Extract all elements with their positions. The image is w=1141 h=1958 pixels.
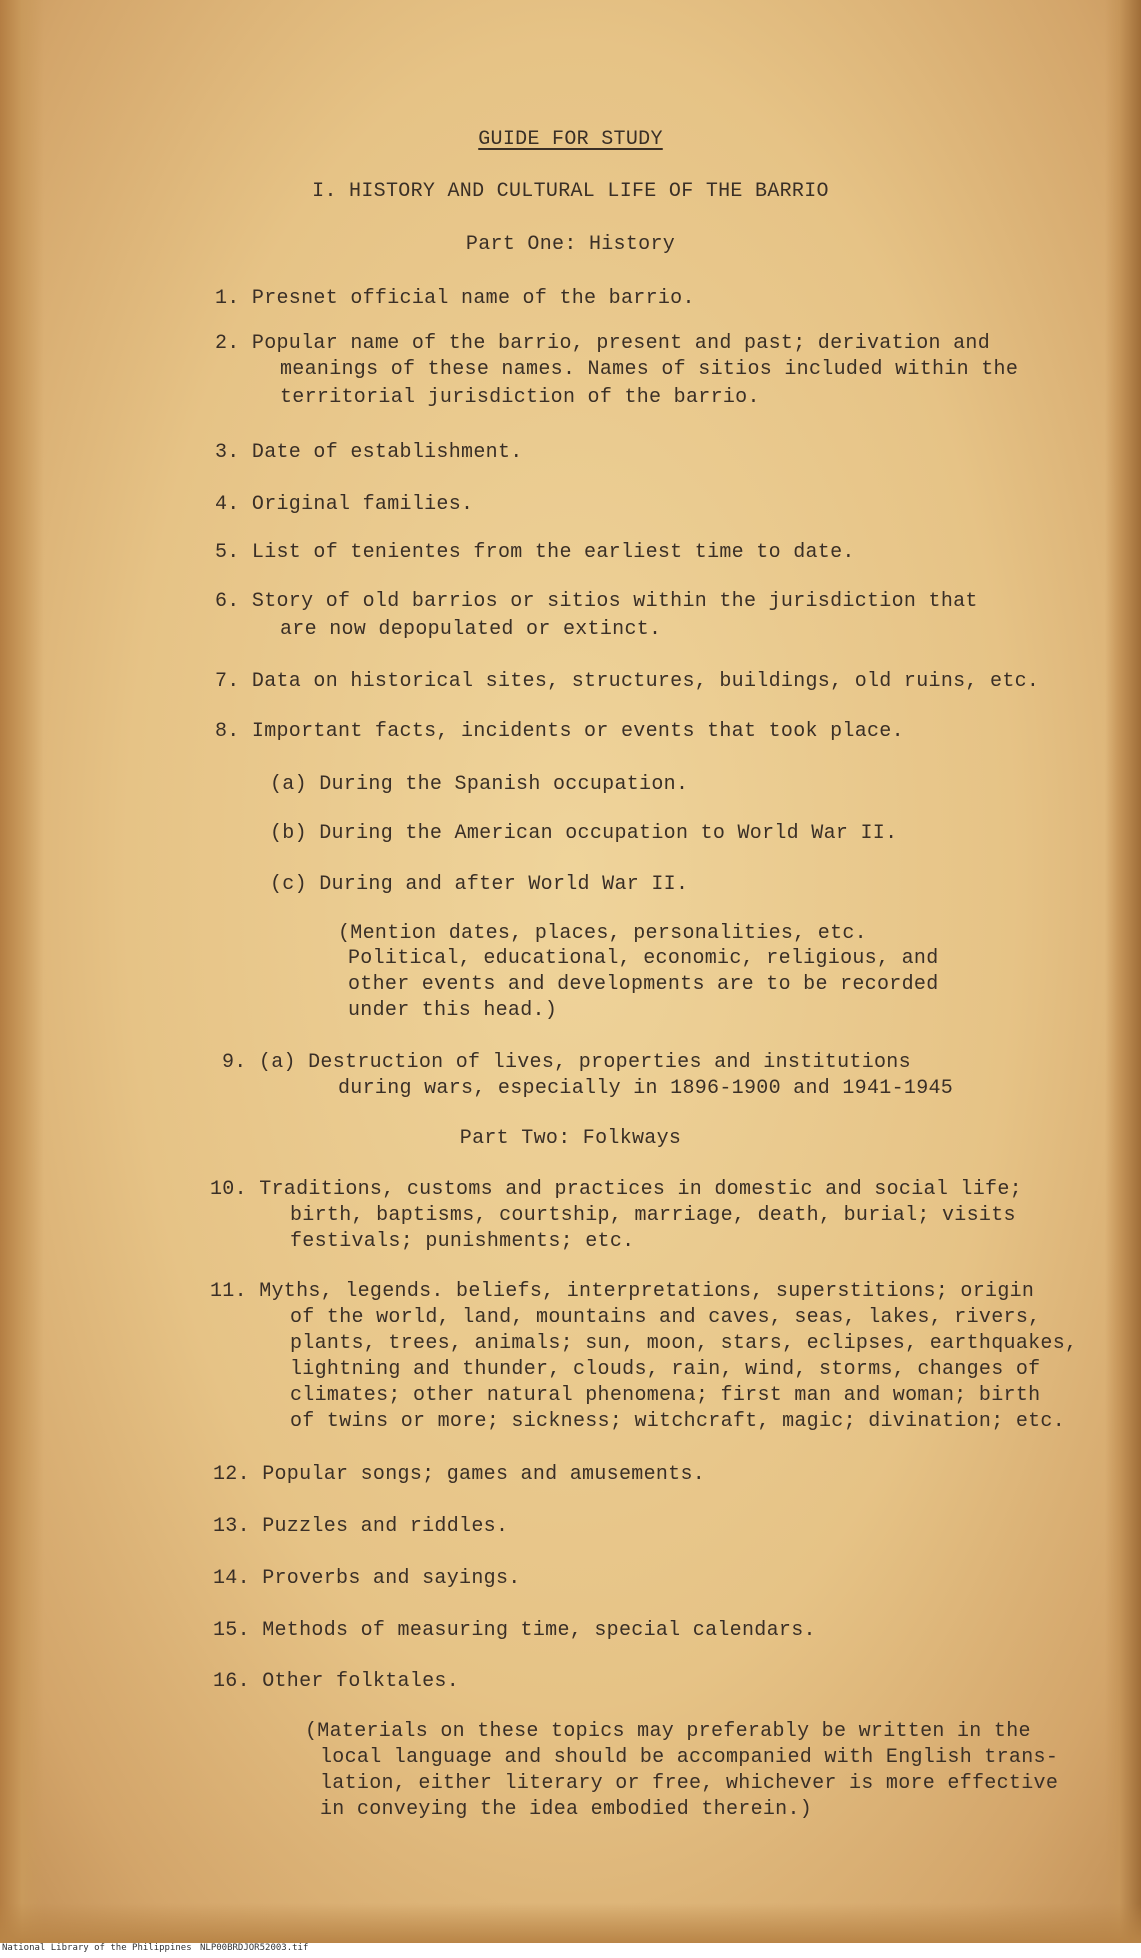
section-heading: I. HISTORY AND CULTURAL LIFE OF THE BARRIO — [312, 180, 829, 203]
part-one-heading: Part One: History — [465, 233, 676, 256]
list-item-16: 16. Other folktales. — [213, 1670, 460, 1693]
part-two-heading: Part Two: Folkways — [459, 1127, 682, 1150]
list-item-9-line-2: during wars, especially in 1896-1900 and 1941-1945 — [338, 1077, 954, 1100]
list-item-8a: (a) During the Spanish occupation. — [270, 773, 689, 796]
list-item-8c: (c) During and after World War II. — [270, 873, 689, 896]
list-item-2-line-1: 2. Popular name of the barrio, present and past; derivation and — [215, 332, 991, 355]
list-item-12: 12. Popular songs; games and amusements. — [213, 1463, 706, 1486]
note-8-line-1: (Mention dates, places, personalities, etc. — [338, 922, 867, 945]
note-16-line-2: local language and should be accompanied with English trans- — [320, 1746, 1059, 1769]
list-item-10-line-2: birth, baptisms, courtship, marriage, death, burial; visits — [290, 1204, 1016, 1227]
footer-file: NLP00BRDJOR52003.tif — [200, 1943, 309, 1953]
note-8-line-2: Political, educational, economic, religious, and — [348, 947, 939, 970]
list-item-6-line-2: are now depopulated or extinct. — [280, 618, 662, 641]
note-16-line-1: (Materials on these topics may preferably be written in the — [305, 1720, 1031, 1743]
list-item-11-line-2: of the world, land, mountains and caves, seas, lakes, rivers, — [290, 1306, 1041, 1329]
list-item-2-line-3: territorial jurisdiction of the barrio. — [280, 386, 760, 409]
list-item-10-line-1: 10. Traditions, customs and practices in domestic and social life; — [210, 1178, 1022, 1201]
list-item-10-line-3: festivals; punishments; etc. — [290, 1230, 635, 1253]
list-item-14: 14. Proverbs and sayings. — [213, 1567, 521, 1590]
list-item-11-line-3: plants, trees, animals; sun, moon, stars, eclipses, earthquakes, — [290, 1332, 1078, 1355]
list-item-11-line-1: 11. Myths, legends. beliefs, interpretations, superstitions; origin — [210, 1280, 1035, 1303]
note-16-line-4: in conveying the idea embodied therein.) — [320, 1798, 813, 1821]
note-8-line-3: other events and developments are to be recorded — [348, 973, 939, 996]
footer-source: National Library of the Philippines — [2, 1943, 192, 1953]
list-item-6-line-1: 6. Story of old barrios or sitios within the jurisdiction that — [215, 590, 978, 613]
list-item-11-line-6: of twins or more; sickness; witchcraft, magic; divination; etc. — [290, 1410, 1066, 1433]
list-item-7: 7. Data on historical sites, structures, buildings, old ruins, etc. — [215, 670, 1040, 693]
note-8-line-4: under this head.) — [348, 999, 558, 1022]
footer-bar — [0, 1943, 1141, 1958]
document-title: GUIDE FOR STUDY — [478, 128, 663, 151]
note-16-line-3: lation, either literary or free, whichever is more effective — [320, 1772, 1059, 1795]
list-item-11-line-5: climates; other natural phenomena; first man and woman; birth — [290, 1384, 1041, 1407]
list-item-9-line-1: 9. (a) Destruction of lives, properties and institutions — [222, 1051, 911, 1074]
list-item-3: 3. Date of establishment. — [215, 441, 523, 464]
list-item-8b: (b) During the American occupation to World War II. — [270, 822, 898, 845]
list-item-4: 4. Original families. — [215, 493, 474, 516]
list-item-11-line-4: lightning and thunder, clouds, rain, wind, storms, changes of — [290, 1358, 1041, 1381]
list-item-5: 5. List of tenientes from the earliest time to date. — [215, 541, 855, 564]
list-item-2-line-2: meanings of these names. Names of sitios included within the — [280, 358, 1019, 381]
list-item-1: 1. Presnet official name of the barrio. — [215, 287, 695, 310]
list-item-15: 15. Methods of measuring time, special calendars. — [213, 1619, 816, 1642]
list-item-13: 13. Puzzles and riddles. — [213, 1515, 509, 1538]
list-item-8: 8. Important facts, incidents or events that took place. — [215, 720, 904, 743]
